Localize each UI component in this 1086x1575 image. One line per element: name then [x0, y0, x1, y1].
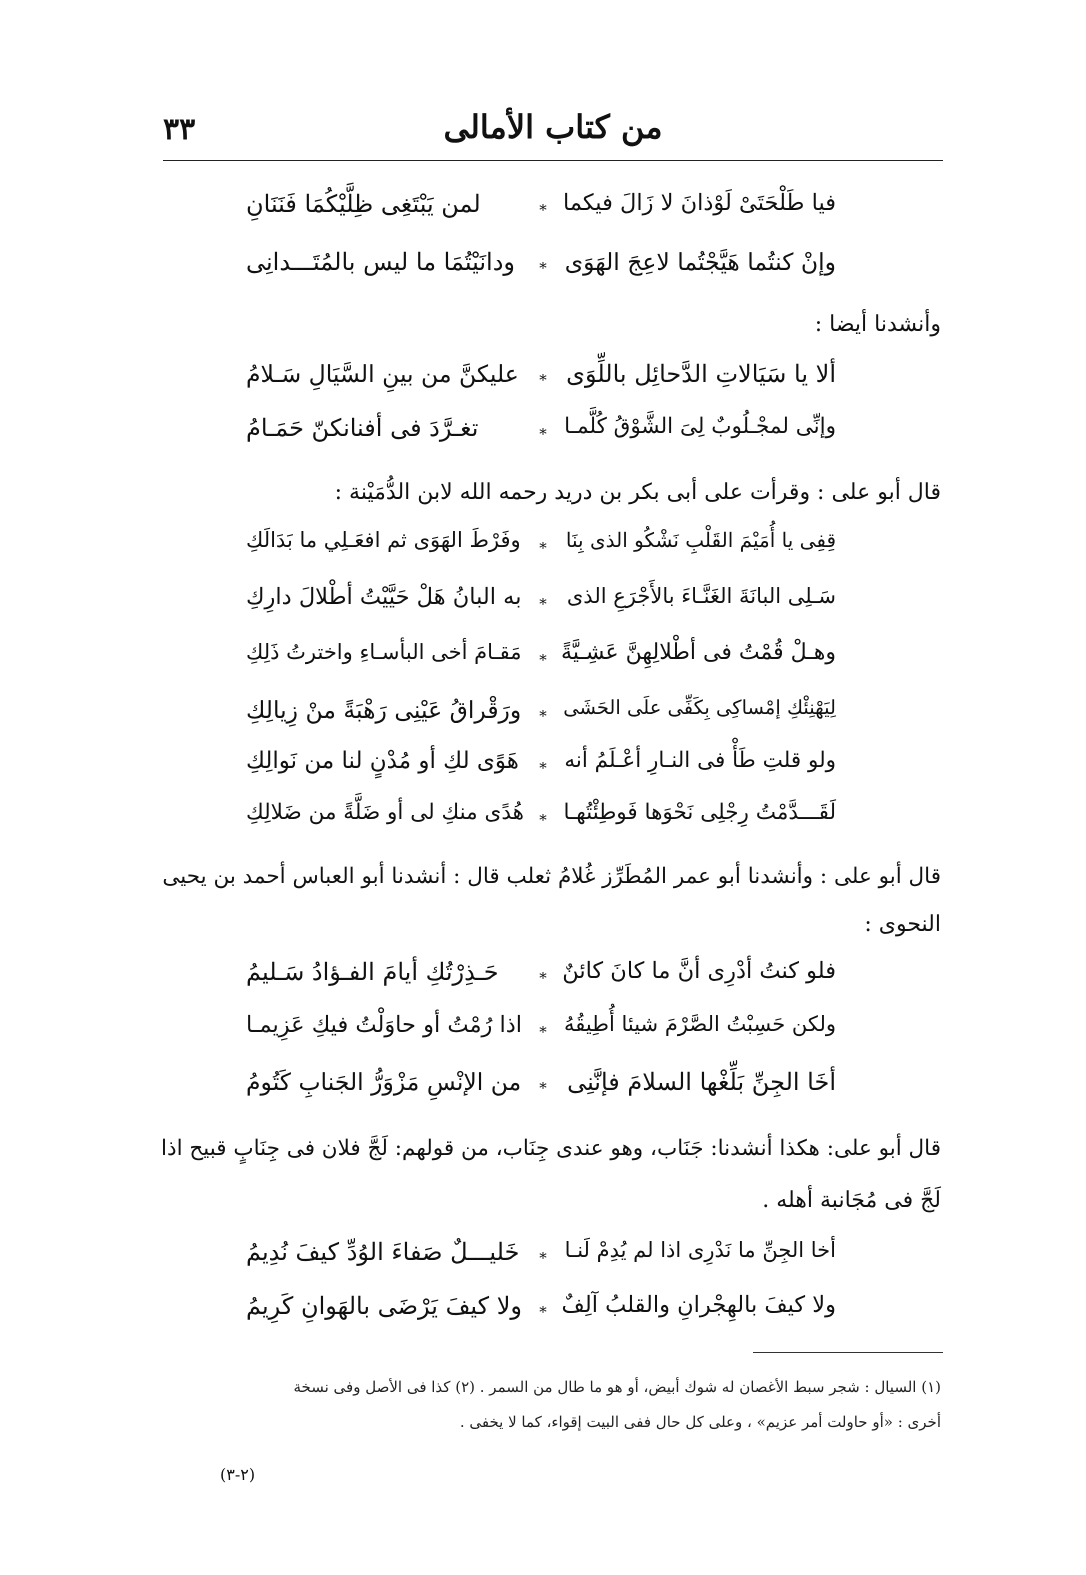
verse-first-hemistich: سَـلِى البانَةَ الغَنَّـاءَ بالأَجْرَعِ الذى [566, 584, 836, 608]
page-number: ٣٣ [163, 112, 196, 147]
printer-signature: (٢-٣) [220, 1465, 256, 1484]
verse-first-hemistich: ولو قلتِ طَأْ فى النـارِ أعْـلَمُ أنه [564, 748, 836, 773]
verse-first-hemistich: ولا كيفَ بالهِجْرانِ والقلبُ آلِفٌ [561, 1292, 836, 1318]
verse-line [246, 414, 836, 454]
verse-line [246, 1012, 836, 1052]
verse-first-hemistich: وإنْ كنتُما هَيَّجْتُما لاعِجَ الهَوَى [564, 248, 836, 276]
verse-second-hemistich: هَوًى لكِ أو مُدْنٍ لنا من نَوالِكِ [246, 748, 519, 774]
prose-intro-continued: لَجَّ فى مُجَانبة أهله . [762, 1188, 941, 1213]
verse-second-hemistich: لمن يَبْتَغِى ظِلَّيْكُمَا فَنَنَانِ [246, 190, 481, 218]
verse-separator: * [539, 651, 547, 669]
verse-first-hemistich: أخَا الجِنِّ بَلِّغْها السلامَ فإنَّنِى [567, 1068, 836, 1096]
verse-second-hemistich: وفَرْطَ الهَوَى ثم افعَـلِي ما بَدَالَكِ [246, 528, 521, 552]
verse-line [246, 748, 836, 788]
verse-second-hemistich: ولا كيفَ يَرْضَى بالهَوانِ كَرِيمُ [246, 1292, 522, 1320]
verse-line [246, 360, 836, 400]
verse-second-hemistich: تغـرَّدَ فى أفنانكنّ حَمَـامُ [246, 414, 479, 442]
verse-second-hemistich: من الإنْسِ مَزْوَرُّ الجَنابِ كَتُومُ [246, 1068, 522, 1096]
verse-separator: * [539, 1303, 547, 1321]
verse-line [246, 190, 836, 230]
verse-first-hemistich: أخا الجِنِّ ما نَدْرِى اذا لم يُدِمْ لَنـا [564, 1238, 836, 1262]
verse-second-hemistich: ورَقْراقُ عَيْنِى رَهْبَةً منْ زِيالِكِ [246, 696, 522, 724]
verse-separator: * [539, 201, 547, 219]
footnote-rule [753, 1352, 943, 1353]
verse-line [246, 1068, 836, 1108]
verse-line [246, 1292, 836, 1332]
verse-separator: * [539, 539, 547, 557]
prose-intro: قال أبو على: هكذا أنشدنا: جَنَاب، وهو عندى جِنَاب، من قولهم: لَجَّ فلان فى جِنَابٍ قبيح اذا [161, 1136, 941, 1161]
prose-intro: قال أبو على : وأنشدنا أبو عمر المُطَرِّز غُلامُ ثعلب قال : أنشدنا أبو العباس أحمد بن يحيى [162, 864, 941, 889]
verse-separator: * [539, 425, 547, 443]
verse-line [246, 958, 836, 998]
verse-second-hemistich: اذا رُمْتُ أو حاوَلْتُ فيكِ عَزِيمـا [246, 1012, 523, 1038]
verse-second-hemistich: هُدًى منكِ لى أو ضَلَّةً من ضَلالِكِ [246, 800, 524, 825]
verse-first-hemistich: لِيَهْنِئْكِ إمْساكِى بِكَفِّى علَى الحَشَى [563, 696, 836, 719]
verse-separator: * [539, 811, 547, 829]
verse-first-hemistich: لَقَـــدَّمْتُ رِجْلِى نَحْوَها فَوطِئْتُهـا [563, 800, 836, 825]
verse-separator: * [539, 1079, 547, 1097]
verse-separator: * [539, 1023, 547, 1041]
verse-separator: * [539, 259, 547, 277]
verse-separator: * [539, 969, 547, 987]
page-header [163, 108, 943, 160]
verse-first-hemistich: وإنِّى لمجْـلُوبٌ لِىَ الشَّوْقُ كُلَّمـا [564, 414, 836, 439]
verse-first-hemistich: ألا يا سَيَالاتِ الدَّحائِل باللِّوَى [566, 360, 836, 388]
verse-line [246, 1238, 836, 1278]
footnote-line: (١) السيال : شجر سبط الأغصان له شوك أبيض، أو هو ما طال من السمر . (٢) كذا فى الأصل وفى نسخة [293, 1378, 941, 1396]
verse-line [246, 696, 836, 736]
verse-first-hemistich: وهـلْ قُمْتُ فى أطْلالِهِنَّ عَشِـيَّةً [561, 640, 836, 665]
verse-first-hemistich: ولكن حَسِبْتُ الصَّرْمَ شيئا أُطِيقُهُ [564, 1012, 836, 1036]
verse-second-hemistich: عليكنَّ من بينِ السَّيَالِ سَـلامُ [246, 360, 519, 388]
header-rule [163, 160, 943, 161]
verse-second-hemistich: ودانَيْتُمَا ما ليس بالمُتَـــدانِى [246, 248, 515, 276]
verse-separator: * [539, 595, 547, 613]
verse-line [246, 248, 836, 288]
verse-first-hemistich: فيا طَلْحَتَىْ لَوْذانَ لا زَالَ فيكما [563, 190, 836, 216]
verse-second-hemistich: به البانُ هَلْ حَيَّيْتُ أطْلالَ دارِكِ [246, 584, 522, 610]
footnote-line: أخرى : «أو حاولت أمر عزيم» ، وعلى كل حال ففى البيت إقواء، كما لا يخفى . [459, 1413, 941, 1431]
verse-separator: * [539, 371, 547, 389]
prose-intro: قال أبو على : وقرأت على أبى بكر بن دريد رحمه الله لابن الدُّمَيْنة : [334, 480, 941, 505]
verse-first-hemistich: فلو كنتُ أدْرِى أنَّ ما كانَ كائنٌ [562, 958, 836, 984]
verse-second-hemistich: مَقـامَ أخى البأسـاءِ واخترتُ ذَلِكِ [246, 640, 522, 664]
verse-separator: * [539, 759, 547, 777]
verse-line [246, 528, 836, 568]
verse-line [246, 800, 836, 840]
verse-line [246, 640, 836, 680]
verse-line [246, 584, 836, 624]
verse-separator: * [539, 1249, 547, 1267]
verse-first-hemistich: قِفِى يا أُمَيْمَ القَلْبِ نَشْكُو الذى بِنَا [565, 528, 836, 552]
prose-intro-continued: النحوى : [864, 912, 941, 937]
prose-intro: وأنشدنا أيضا : [814, 312, 941, 337]
verse-separator: * [539, 707, 547, 725]
verse-second-hemistich: حَـذِرْتُكِ أيامَ الفـؤادُ سَـليمُ [246, 958, 499, 986]
verse-second-hemistich: خَليـــلٌ صَفاءَ الوُدِّ كيفَ نُدِيمُ [246, 1238, 520, 1266]
running-title: من كتاب الأمالى [443, 108, 663, 146]
